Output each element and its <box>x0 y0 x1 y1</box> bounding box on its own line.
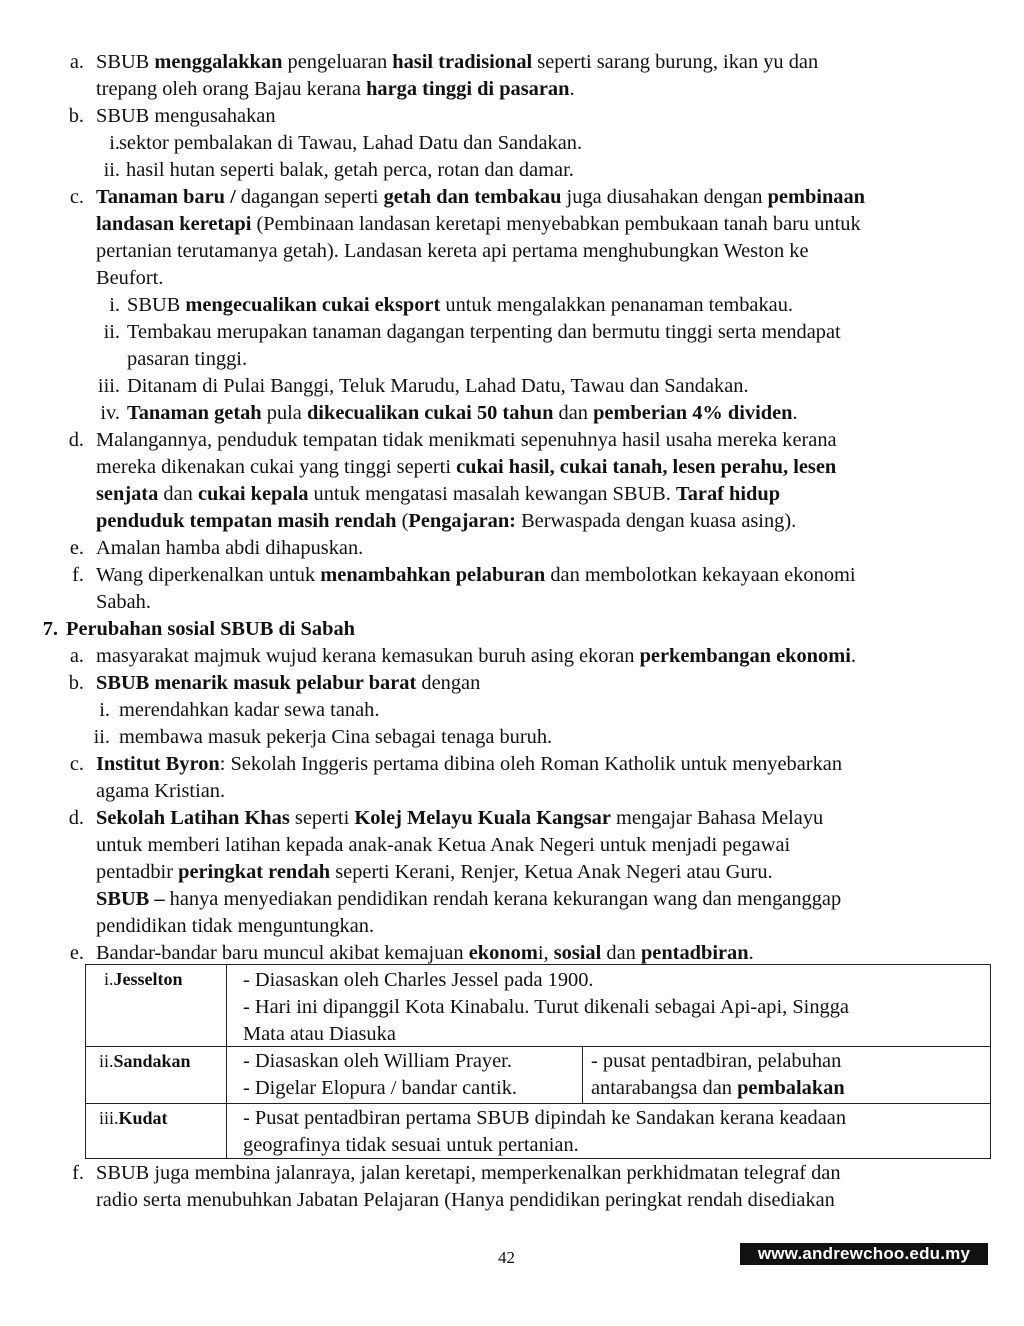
text-seg: Tanaman baru / <box>96 186 241 208</box>
text-seg: Tembakau merupakan tanaman dagangan terpenting dan bermutu tinggi serta mendapat <box>127 321 841 343</box>
text-seg: dagangan seperti <box>240 186 384 208</box>
list-marker: f. <box>72 564 84 586</box>
text-seg: pengeluaran <box>282 51 393 73</box>
text-seg: ekonom <box>468 942 538 964</box>
text-line <box>96 805 823 832</box>
list-marker: i. <box>99 699 110 721</box>
text-seg: pentadbiran <box>640 942 749 964</box>
text-line <box>96 643 856 670</box>
text-seg: mereka dikenakan cukai yang tinggi seperti <box>96 456 457 478</box>
section-heading <box>66 616 355 643</box>
website-url[interactable]: www.andrewchoo.edu.my <box>740 1243 988 1265</box>
cell-seg: - Pusat pentadbiran pertama SBUB dipindah ke Sandakan kerana keadaan <box>243 1107 847 1129</box>
list-marker: d. <box>68 807 84 829</box>
text-seg: SBUB <box>127 294 186 316</box>
list-marker: c. <box>69 186 84 208</box>
list-marker: i. <box>109 294 120 316</box>
list-marker: 7. <box>42 618 58 640</box>
text-line <box>96 427 837 454</box>
text-seg: pemberian 4% dividen <box>593 402 793 424</box>
cell-seg: - Hari ini dipanggil Kota Kinabalu. Turut dikenali sebagai Api-api, Singga <box>243 996 849 1018</box>
text-seg: dan <box>158 483 198 505</box>
list-marker: ii. <box>103 321 120 343</box>
text-seg: mengecualikan cukai eksport <box>185 294 441 316</box>
cell-seg: - pusat pentadbiran, pelabuhan <box>591 1050 842 1072</box>
text-seg: dengan <box>416 672 481 694</box>
list-marker: f. <box>72 1162 84 1184</box>
text-seg: Berwaspada dengan kuasa asing). <box>515 510 797 532</box>
text-line <box>96 562 856 589</box>
text-line <box>96 184 865 211</box>
text-line <box>127 373 749 400</box>
table-border <box>85 964 990 965</box>
text-seg: trepang oleh orang Bajau kerana <box>96 78 367 100</box>
text-seg: landasan keretapi <box>96 213 252 235</box>
table-border <box>85 1046 990 1047</box>
text-seg: agama Kristian. <box>96 780 226 802</box>
text-seg: . <box>748 942 754 964</box>
text-line <box>96 508 796 535</box>
town-number: i. <box>104 969 114 989</box>
text-line <box>96 886 841 913</box>
text-line <box>96 76 575 103</box>
table-cell-line <box>243 1132 579 1159</box>
text-seg: SBUB – <box>96 888 165 910</box>
table-cell-line <box>591 1075 845 1102</box>
text-line <box>96 103 276 130</box>
text-seg: pula <box>261 402 307 424</box>
table-row-town <box>99 1048 191 1075</box>
table-cell-line <box>243 1075 517 1102</box>
text-seg: seperti Kerani, Renjer, Ketua Anak Negeri atau Guru. <box>330 861 773 883</box>
cell-seg: antarabangsa dan <box>591 1077 738 1099</box>
table-cell-line <box>243 1021 396 1048</box>
text-line <box>126 157 574 184</box>
text-line <box>127 292 793 319</box>
table-cell-line <box>591 1048 841 1075</box>
text-seg: hasil hutan seperti balak, getah perca, rotan dan damar. <box>126 159 574 181</box>
text-seg: untuk mengatasi masalah kewangan SBUB. <box>308 483 676 505</box>
town-number: ii. <box>99 1051 114 1071</box>
text-line <box>96 481 780 508</box>
town-number: iii. <box>99 1108 119 1128</box>
text-line <box>96 1187 835 1214</box>
text-seg: Bandar-bandar baru muncul akibat kemajuan <box>96 942 469 964</box>
table-row-town <box>104 966 183 993</box>
table-border <box>226 964 227 1158</box>
list-marker: d. <box>68 429 84 451</box>
text-seg: i, <box>537 942 554 964</box>
text-line <box>127 319 841 346</box>
text-seg: pasaran tinggi. <box>127 348 248 370</box>
text-seg: hasil tradisional <box>392 51 533 73</box>
list-marker: ii. <box>93 726 110 748</box>
text-seg: (Pembinaan landasan keretapi menyebabkan pembukaan tanah baru untuk <box>251 213 861 235</box>
text-seg: seperti sarang burung, ikan yu dan <box>532 51 819 73</box>
text-line <box>96 589 151 616</box>
list-marker: i. <box>109 132 120 154</box>
text-seg: dan <box>601 942 641 964</box>
cell-seg: - Diasaskan oleh Charles Jessel pada 1900. <box>243 969 594 991</box>
cell-seg: - Digelar Elopura / bandar cantik. <box>243 1077 518 1099</box>
text-line <box>127 400 798 427</box>
text-line <box>96 211 861 238</box>
list-marker: iii. <box>97 375 120 397</box>
text-seg: dikecualikan cukai 50 tahun <box>306 402 554 424</box>
text-line <box>96 535 363 562</box>
text-line <box>96 454 836 481</box>
table-border <box>582 1046 583 1103</box>
text-line <box>96 238 809 265</box>
text-line <box>96 832 790 859</box>
table-border <box>85 964 86 1158</box>
text-seg: merendahkan kadar sewa tanah. <box>119 699 380 721</box>
list-marker: iv. <box>100 402 120 424</box>
text-line <box>96 913 374 940</box>
text-seg: hanya menyediakan pendidikan rendah kerana kekurangan wang dan menganggap <box>164 888 842 910</box>
list-marker: a. <box>69 51 84 73</box>
text-line <box>119 130 582 157</box>
text-seg: pentadbir <box>96 861 179 883</box>
text-seg: menggalakkan <box>154 51 283 73</box>
text-seg: SBUB mengusahakan <box>96 105 276 127</box>
text-line <box>96 859 773 886</box>
cell-seg: Mata atau Diasuka <box>243 1023 396 1045</box>
text-seg: Malangannya, penduduk tempatan tidak menikmati sepenuhnya hasil usaha mereka kerana <box>96 429 837 451</box>
table-row-town <box>99 1105 168 1132</box>
text-line <box>96 265 163 292</box>
text-seg: pembinaan <box>767 186 866 208</box>
text-seg: senjata <box>96 483 159 505</box>
text-seg: penduduk tempatan masih rendah <box>96 510 397 532</box>
town-name: Jesselton <box>113 969 183 989</box>
table-border <box>990 964 991 1159</box>
list-marker: b. <box>68 672 84 694</box>
text-seg: untuk memberi latihan kepada anak-anak Ketua Anak Negeri untuk menjadi pegawai <box>96 834 791 856</box>
text-seg: sektor pembalakan di Tawau, Lahad Datu dan Sandakan. <box>119 132 583 154</box>
text-seg: masyarakat majmuk wujud kerana kemasukan buruh asing ekoran <box>96 645 640 667</box>
table-cell-line <box>243 1105 846 1132</box>
text-line <box>96 1160 841 1187</box>
text-seg: radio serta menubuhkan Jabatan Pelajaran (Hanya pendidikan peringkat rendah disediakan <box>96 1189 835 1211</box>
text-seg: . <box>569 78 575 100</box>
text-seg: Taraf hidup <box>675 483 781 505</box>
text-seg: Pengajaran: <box>408 510 516 532</box>
text-seg: Institut Byron <box>96 753 220 775</box>
text-line <box>127 346 247 373</box>
table-cell-line <box>243 1048 512 1075</box>
text-seg: Beufort. <box>96 267 164 289</box>
text-line <box>96 49 818 76</box>
text-seg: : Sekolah Inggeris pertama dibina oleh Roman Katholik untuk menyebarkan <box>219 753 843 775</box>
text-seg: cukai kepala <box>197 483 309 505</box>
text-line <box>96 940 754 967</box>
text-seg: pertanian terutamanya getah). Landasan kereta api pertama menghubungkan Weston ke <box>96 240 809 262</box>
text-seg: SBUB <box>96 51 155 73</box>
cell-seg: - Diasaskan oleh William Prayer. <box>243 1050 512 1072</box>
text-seg: Sekolah Latihan Khas <box>96 807 290 829</box>
text-seg: dan membolotkan kekayaan ekonomi <box>545 564 856 586</box>
text-seg: seperti <box>289 807 355 829</box>
town-name: Kudat <box>118 1108 168 1128</box>
text-line <box>96 670 480 697</box>
text-seg: . <box>850 645 856 667</box>
text-seg: membawa masuk pekerja Cina sebagai tenaga buruh. <box>119 726 553 748</box>
text-seg: Ditanam di Pulai Banggi, Teluk Marudu, Lahad Datu, Tawau dan Sandakan. <box>127 375 749 397</box>
text-seg: getah dan tembakau <box>383 186 562 208</box>
text-seg: harga tinggi di pasaran <box>366 78 570 100</box>
text-line <box>96 778 225 805</box>
cell-seg: pembalakan <box>737 1077 845 1099</box>
text-seg: juga diusahakan dengan <box>561 186 768 208</box>
page-number: 42 <box>498 1248 515 1267</box>
text-seg: menambahkan pelaburan <box>320 564 546 586</box>
list-marker: a. <box>69 645 84 667</box>
list-marker: b. <box>68 105 84 127</box>
list-marker: c. <box>69 753 84 775</box>
text-seg: untuk mengalakkan penanaman tembakau. <box>440 294 794 316</box>
text-seg: Sabah. <box>96 591 151 613</box>
text-seg: Kolej Melayu Kuala Kangsar <box>354 807 611 829</box>
cell-seg: geografinya tidak sesuai untuk pertanian. <box>243 1134 579 1156</box>
list-marker: e. <box>69 942 84 964</box>
list-marker: ii. <box>103 159 120 181</box>
text-seg: peringkat rendah <box>178 861 331 883</box>
text-seg: sosial <box>553 942 602 964</box>
town-name: Sandakan <box>113 1051 191 1071</box>
text-seg: cukai hasil, cukai tanah, lesen perahu, lesen <box>456 456 837 478</box>
text-seg: dan <box>553 402 594 424</box>
text-seg: Amalan hamba abdi dihapuskan. <box>96 537 364 559</box>
text-seg: mengajar Bahasa Melayu <box>610 807 824 829</box>
text-seg: ( <box>396 510 409 532</box>
text-seg: perkembangan ekonomi <box>639 645 851 667</box>
list-marker: e. <box>69 537 84 559</box>
text-seg: Wang diperkenalkan untuk <box>96 564 321 586</box>
text-seg: Tanaman getah <box>127 402 262 424</box>
text-seg: . <box>792 402 798 424</box>
text-seg: SBUB menarik masuk pelabur barat <box>96 672 417 694</box>
text-line <box>119 697 379 724</box>
text-seg: Perubahan sosial SBUB di Sabah <box>66 618 355 640</box>
text-line <box>96 751 842 778</box>
text-seg: SBUB juga membina jalanraya, jalan keretapi, memperkenalkan perkhidmatan telegraf dan <box>96 1162 841 1184</box>
table-cell-line <box>243 967 594 994</box>
text-line <box>119 724 552 751</box>
text-seg: pendidikan tidak menguntungkan. <box>96 915 375 937</box>
table-cell-line <box>243 994 849 1021</box>
